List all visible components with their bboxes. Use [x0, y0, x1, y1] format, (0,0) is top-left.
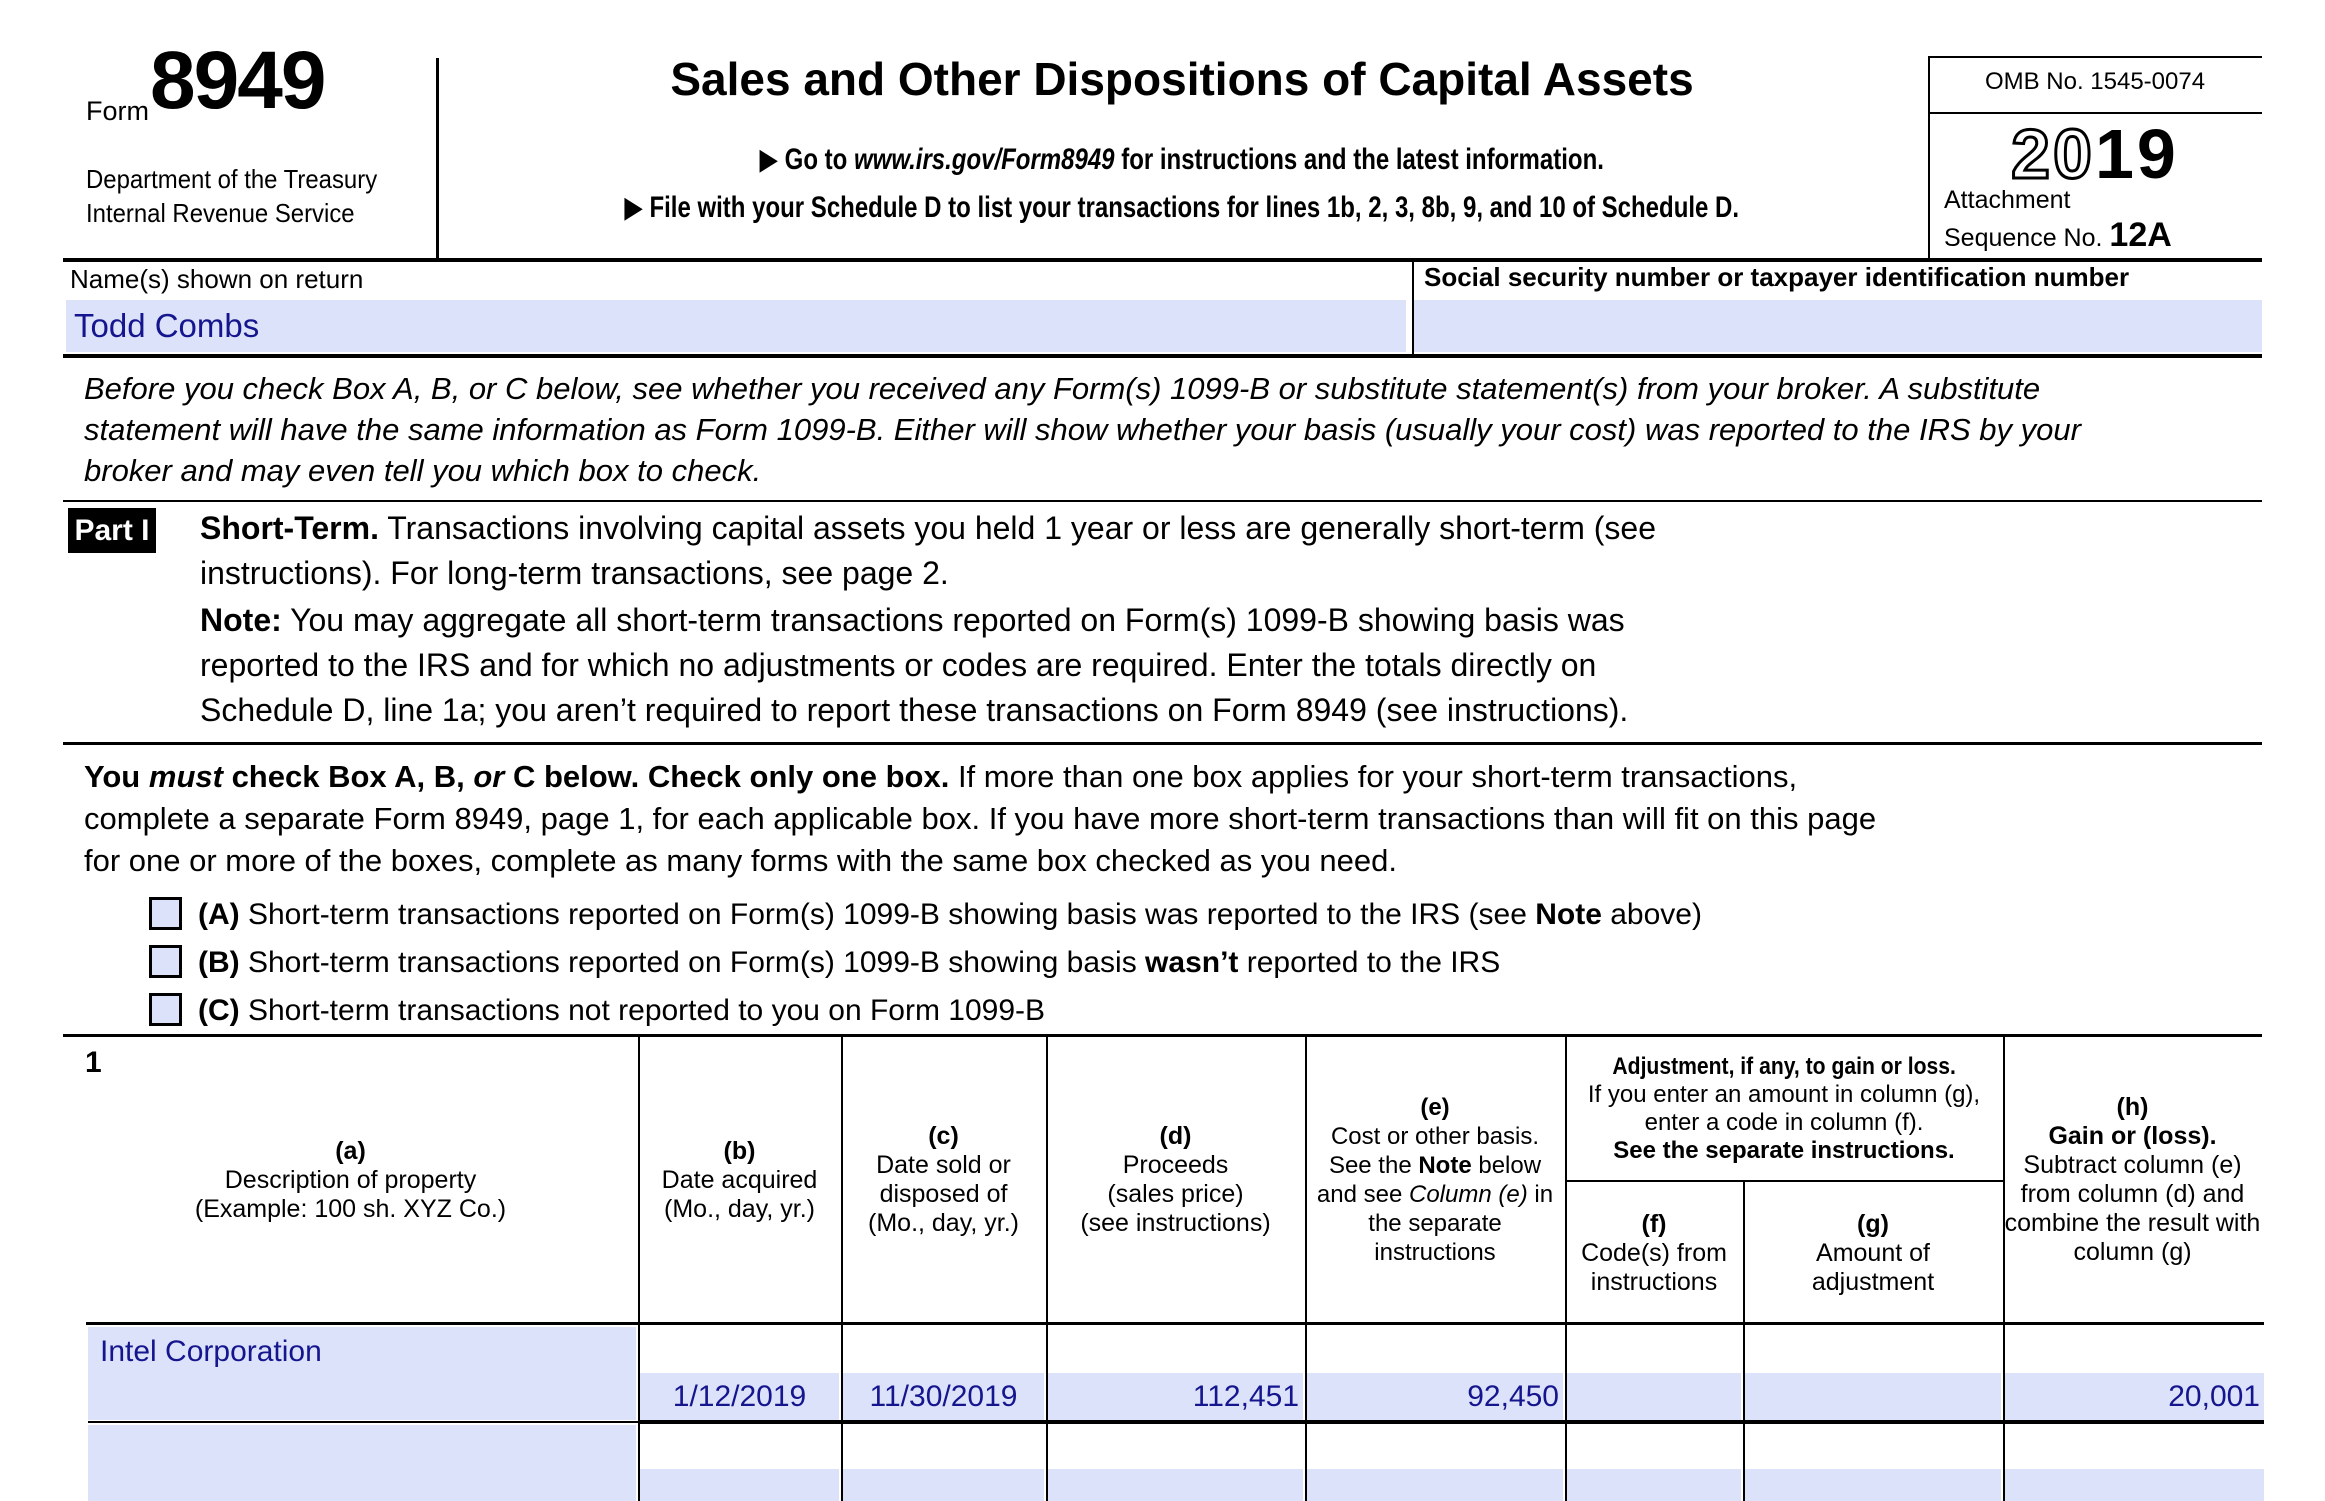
arrow-icon: ▶ — [759, 143, 785, 176]
checkbox-c-label: (C) Short-term transactions not reported to you on Form 1099-B — [198, 994, 1046, 1027]
table-row-number: 1 — [85, 1046, 102, 1079]
column-header-adjustment-group: Adjustment, if any, to gain or loss. If you enter an amount in column (g), enter a code in column (f). See the separate instructions. — [1587, 1053, 1981, 1164]
part1-badge: Part I — [68, 508, 156, 553]
row1-date-sold-field[interactable]: 11/30/2019 — [843, 1373, 1044, 1421]
row2-cost-field[interactable] — [1307, 1469, 1563, 1501]
row1-description-field[interactable] — [88, 1327, 636, 1420]
row1-codes-field[interactable] — [1567, 1373, 1741, 1421]
row2-adjustment-field[interactable] — [1745, 1469, 2001, 1501]
attachment-label: Attachment — [1944, 186, 2071, 214]
column-header-c: (c) Date sold or disposed of (Mo., day, yr.) — [868, 1122, 1019, 1237]
form-label: Form — [86, 96, 149, 126]
instruction-line-1: ▶ Go to www.irs.gov/Form8949 for instructions and the latest information. — [759, 143, 1605, 176]
row1-description-value: Intel Corporation — [100, 1335, 322, 1368]
column-rule-gh — [2003, 1034, 2005, 1501]
row2-date-acquired-field[interactable] — [640, 1469, 839, 1501]
column-header-e: (e) Cost or other basis. See the Note below and see Column (e) in the separate instructions — [1316, 1094, 1554, 1266]
omb-box-top-rule — [1928, 56, 2262, 58]
instruction-line-2: ▶ File with your Schedule D to list your transactions for lines 1b, 2, 3, 8b, 9, and 10 of Schedule D. — [624, 191, 1740, 224]
agency-line-1: Department of the Treasury — [86, 164, 378, 194]
page-title: Sales and Other Dispositions of Capital Assets — [670, 53, 1694, 105]
name-value: Todd Combs — [74, 307, 260, 344]
adjustment-subheader-rule — [1565, 1180, 2003, 1182]
tax-year-outline: 20 — [2011, 115, 2095, 193]
column-rule-fg — [1743, 1182, 1745, 1501]
row2-codes-field[interactable] — [1567, 1469, 1741, 1501]
ssn-label: Social security number or taxpayer identification number — [1424, 262, 2130, 292]
omb-number: OMB No. 1545-0074 — [1984, 68, 2206, 95]
row2-description-field[interactable] — [88, 1425, 636, 1501]
column-rule-de — [1305, 1034, 1307, 1501]
row2-gain-field[interactable] — [2005, 1469, 2264, 1501]
agency-line-2: Internal Revenue Service — [86, 198, 355, 228]
row1-separator-rule-left — [88, 1421, 638, 1423]
row2-date-sold-field[interactable] — [843, 1469, 1044, 1501]
checkbox-a-label: (A) Short-term transactions reported on Form(s) 1099-B showing basis was reported to the IRS (see Note above) — [198, 898, 1702, 931]
row1-cost-field[interactable]: 92,450 — [1307, 1373, 1563, 1421]
column-header-a: (a) Description of property (Example: 100 sh. XYZ Co.) — [194, 1136, 507, 1223]
checkbox-b[interactable] — [149, 945, 182, 978]
table-header-bottom-rule — [86, 1322, 2264, 1325]
ssn-input[interactable] — [1414, 300, 2262, 352]
sequence-label: Sequence No. 12A — [1944, 216, 2172, 254]
part1-heading: Short-Term. Transactions involving capital assets you held 1 year or less are generally short-term (see instructions). For long-term transactions, see page 2. — [200, 510, 1657, 591]
part1-note: Note: You may aggregate all short-term transactions reported on Form(s) 1099-B showing basis was reported to the IRS and for which no adjustments or codes are required. Enter the totals directly on Schedule D, line 1a; you aren’t required to report these transactions on Form 8949 (see instructions). — [200, 602, 1629, 728]
irs-url: www.irs.gov/Form8949 — [854, 143, 1115, 176]
row1-gain-field[interactable]: 20,001 — [2005, 1373, 2264, 1421]
row1-adjustment-field[interactable] — [1745, 1373, 2001, 1421]
checkbox-a[interactable] — [149, 897, 182, 930]
form-number: 8949 — [150, 35, 325, 126]
column-rule-ab — [638, 1034, 640, 1501]
column-header-g: (g) Amount of adjustment — [1811, 1210, 1935, 1296]
column-header-h: (h) Gain or (loss). Subtract column (e) from column (d) and combine the result with column (g) — [2004, 1093, 2261, 1266]
row1-separator-rule-right — [638, 1420, 2264, 1424]
name-row-bottom-rule — [63, 354, 2262, 358]
row1-proceeds-field[interactable]: 112,451 — [1048, 1373, 1303, 1421]
row2-description-value — [88, 1425, 636, 1433]
tax-year-solid: 19 — [2095, 115, 2179, 193]
intro-paragraph: Before you check Box A, B, or C below, see whether you received any Form(s) 1099-B or substitute statement(s) from your broker. A substitute statement will have the same information as Form 1099-B. Either will show whether your basis (usually your cost) was reported to the IRS by your broker and may even tell you which box to check. — [84, 371, 2081, 488]
row1-date-acquired-field[interactable]: 1/12/2019 — [640, 1373, 839, 1421]
checkbox-c[interactable] — [149, 993, 182, 1026]
column-header-b: (b) Date acquired (Mo., day, yr.) — [661, 1136, 818, 1223]
column-rule-bc — [841, 1034, 843, 1501]
name-input[interactable] — [66, 300, 1406, 352]
part1-bottom-rule — [63, 742, 2262, 745]
name-label: Name(s) shown on return — [70, 264, 364, 294]
sequence-number: 12A — [2109, 216, 2172, 254]
checkbox-b-label: (B) Short-term transactions reported on Form(s) 1099-B showing basis wasn’t reported to the IRS — [198, 946, 1501, 979]
column-header-d: (d) Proceeds (sales price) (see instructions) — [1080, 1122, 1271, 1237]
column-rule-cd — [1046, 1034, 1048, 1501]
column-header-f: (f) Code(s) from instructions — [1581, 1210, 1727, 1296]
tax-year — [1928, 114, 2262, 194]
arrow-icon: ▶ — [624, 191, 650, 224]
must-check-paragraph: You must check Box A, B, or C below. Check only one box. If more than one box applies for your short-term transactions, complete a separate Form 8949, page 1, for each applicable box. If you have more short-term transactions than will fit on this page for one or more of the boxes, complete as many forms with the same box checked as you need. — [84, 759, 1877, 878]
part1-top-rule — [63, 500, 2262, 502]
column-rule-ef — [1565, 1034, 1567, 1501]
row2-proceeds-field[interactable] — [1048, 1469, 1303, 1501]
